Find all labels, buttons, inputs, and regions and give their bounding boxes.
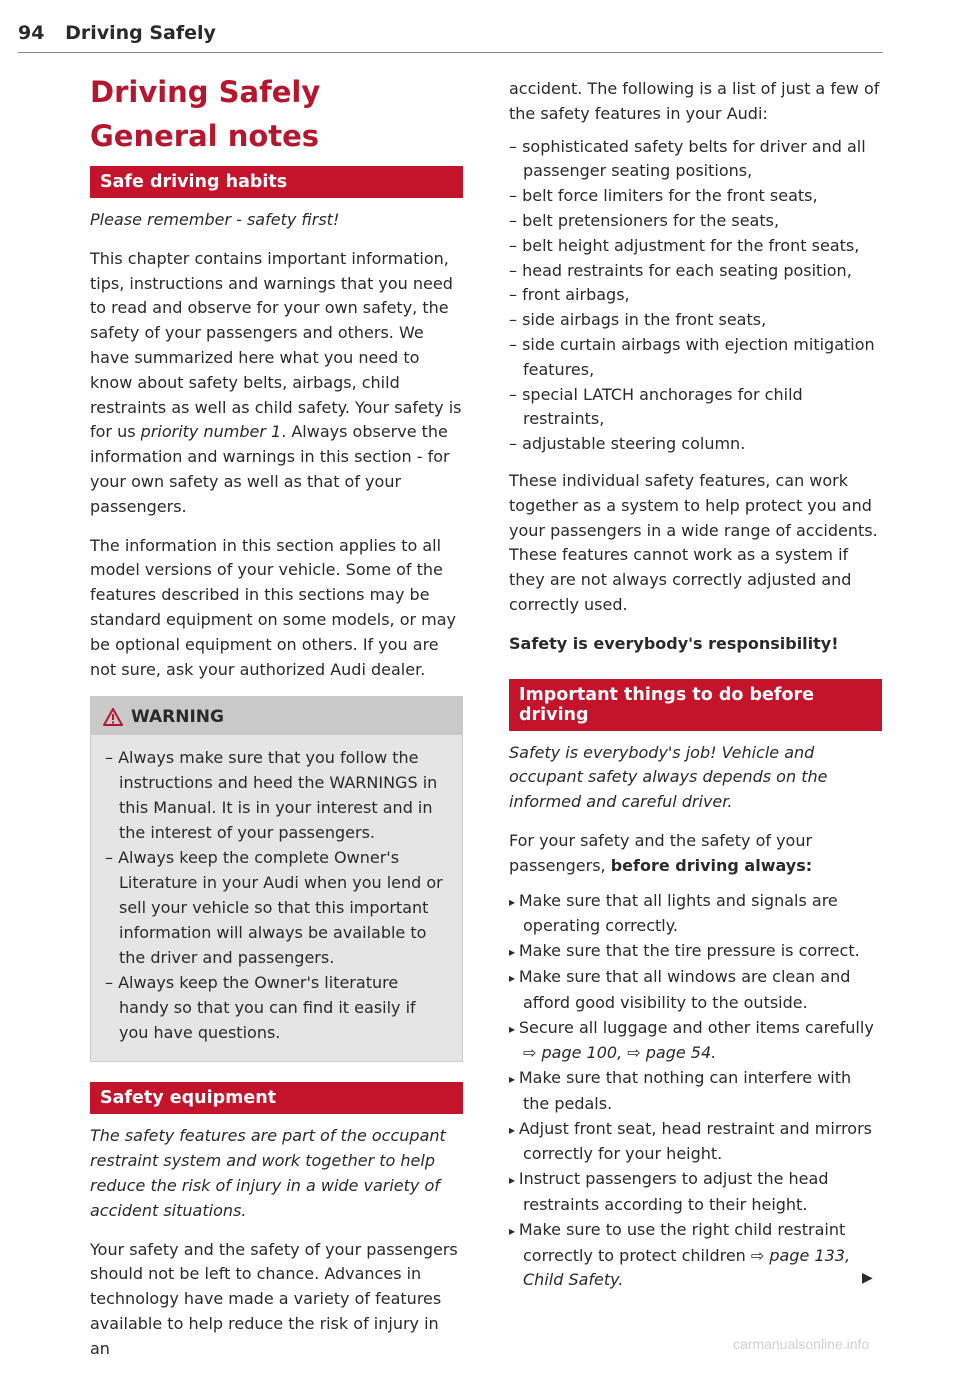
chapter-title: Driving Safely <box>90 75 321 109</box>
heading-before-driving: Important things to do before driving <box>509 679 882 731</box>
list-item: – front airbags, <box>509 283 882 308</box>
warning-box <box>90 696 463 1062</box>
page-reference-link[interactable]: ⇨ page 133, Child Safety. <box>523 1245 851 1290</box>
intro-text: Please remember - safety first! <box>90 210 340 229</box>
paragraph: The information in this section applies to all model versions of your vehicle. Some of the features described in this sections may be standard equipment on some models, or may be optional equipment on others. If you are not sure, ask your authorized Audi dealer. <box>90 535 457 679</box>
list-item: – special LATCH anchorages for child restraints, <box>509 383 882 433</box>
left-column <box>90 70 463 1376</box>
right-column <box>509 77 882 1293</box>
running-title: Driving Safely <box>65 22 216 44</box>
list-item: ▸ Adjust front seat, head restraint and mirrors correctly for your height. <box>509 1117 882 1168</box>
list-item: ▸ Make sure that nothing can interfere with the pedals. <box>509 1066 882 1117</box>
page-number: 94 <box>18 22 45 44</box>
warning-title: WARNING <box>131 707 224 728</box>
list-item: ▸ Make sure that all windows are clean and afford good visibility to the outside. <box>509 965 882 1016</box>
intro-text: Safety is everybody's job! Vehicle and occupant safety always depends on the informed and careful driver. <box>509 742 828 812</box>
list-item: – belt height adjustment for the front seats, <box>509 234 882 259</box>
paragraph: accident. The following is a list of just a few of the safety features in your Audi: <box>509 79 880 123</box>
list-item: – Always make sure that you follow the instructions and heed the WARNINGS in this Manual. It is in your interest and in the interest of your passengers. <box>105 745 448 845</box>
list-item: – Always keep the complete Owner's Literature in your Audi when you lend or sell your vehicle so that this important information will always be available to the driver and passengers. <box>105 845 448 970</box>
safety-feature-list <box>509 135 882 457</box>
paragraph: Your safety and the safety of your passengers should not be left to chance. Advances in technology have made a variety of features available to help reduce the risk of injury in an <box>90 1239 458 1358</box>
paragraph: For your safety and the safety of your passengers, before driving always: <box>509 830 813 875</box>
list-item: – belt pretensioners for the seats, <box>509 209 882 234</box>
heading-safe-driving-habits: Safe driving habits <box>90 166 463 198</box>
list-item: ▸ Make sure to use the right child restraint correctly to protect children ⇨ page 133, Child Safety. <box>509 1218 882 1293</box>
list-item: – side curtain airbags with ejection mitigation features, <box>509 333 882 383</box>
page-reference-link[interactable]: ⇨ page 100, ⇨ page 54. <box>523 1043 717 1063</box>
page-header <box>18 22 883 53</box>
warning-header <box>91 697 462 735</box>
intro-text: The safety features are part of the occupant restraint system and work together to help reduce the risk of injury in a wide variety of accident situations. <box>90 1126 446 1220</box>
checklist <box>509 889 882 1294</box>
list-item: ▸ Make sure that the tire pressure is correct. <box>509 939 882 965</box>
section-title: General notes <box>90 119 320 153</box>
warning-triangle-icon <box>103 708 123 726</box>
list-item: ▸ Secure all luggage and other items carefully ⇨ page 100, ⇨ page 54. <box>509 1016 882 1067</box>
list-item: ▸ Make sure that all lights and signals are operating correctly. <box>509 889 882 940</box>
bold-statement: Safety is everybody's responsibility! <box>509 633 839 653</box>
list-item: – belt force limiters for the front seats, <box>509 184 882 209</box>
list-item: – side airbags in the front seats, <box>509 308 882 333</box>
list-item: ▸ Instruct passengers to adjust the head restraints according to their height. <box>509 1167 882 1218</box>
heading-safety-equipment: Safety equipment <box>90 1082 463 1114</box>
paragraph: These individual safety features, can work together as a system to help protect you and your passengers in a wide range of accidents. These features cannot work as a system if they are not always correctly adjusted and correctly used. <box>509 470 878 614</box>
list-item: – head restraints for each seating position, <box>509 259 882 284</box>
watermark: carmanualsonline.info <box>733 1336 870 1352</box>
list-item: – Always keep the Owner's literature handy so that you can find it easily if you have questions. <box>105 970 448 1045</box>
list-item: – sophisticated safety belts for driver and all passenger seating positions, <box>509 135 882 185</box>
list-item: – adjustable steering column. <box>509 432 882 457</box>
paragraph: This chapter contains important information, tips, instructions and warnings that you need to read and observe for your own safety, the safety of your passengers and others. We have summarized here what you need to know about safety belts, airbags, child restraints as well as child safety. Your safety is for us priority number 1. Always observe the information and warnings in this section - for your own safety as well as that of your passengers. <box>90 248 462 516</box>
warning-list <box>105 745 448 1045</box>
continue-arrow-icon: ▶ <box>862 1270 873 1286</box>
